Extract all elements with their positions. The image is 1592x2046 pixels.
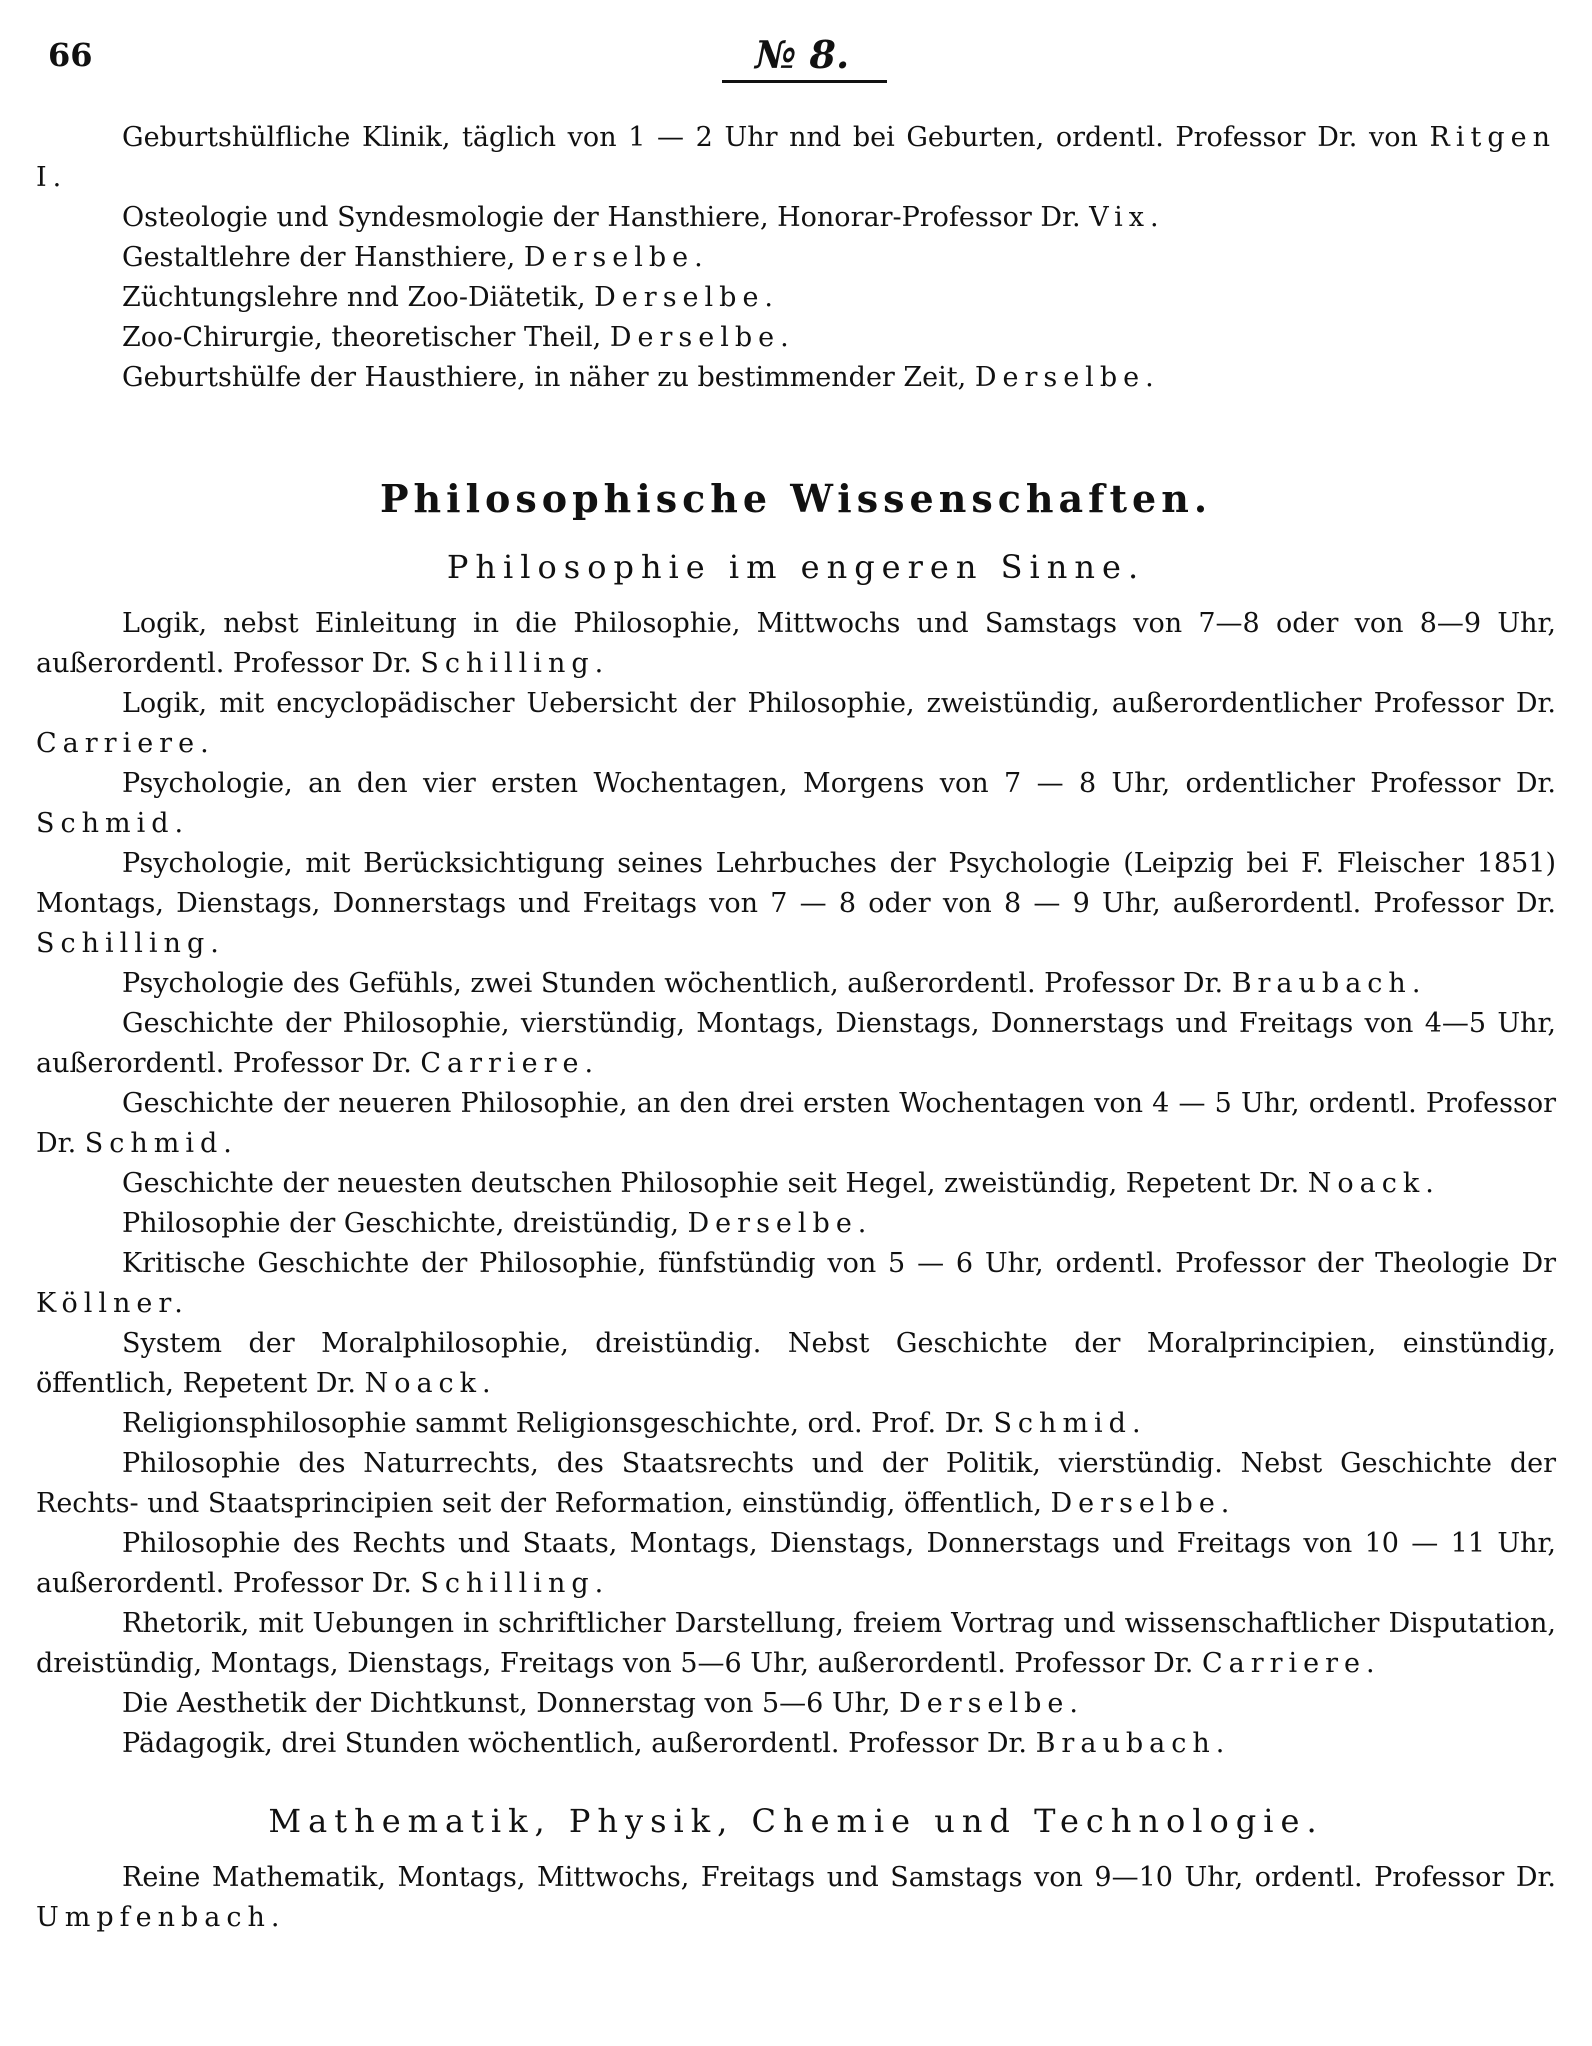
lecturer-name: Schmid. [36,808,190,839]
lecturer-name: Braubach. [1231,968,1427,999]
lecture-entry [36,358,1556,398]
page-body [36,118,1556,1938]
lecture-text: Psychologie, an den vier ersten Wochentagen, Morgens von 7 — 8 Uhr, ordentlicher Professor Dr. [122,768,1556,799]
lecture-entry [36,1858,1556,1938]
lecture-text: Philosophie der Geschichte, dreistündig, [122,1208,688,1239]
lecture-text: Osteologie und Syndesmologie der Hansthiere, Honorar-Professor Dr. [122,202,1090,233]
lecture-entry [36,1204,1556,1244]
lecture-text: Religionsphilosophie sammt Religionsgeschichte, ord. Prof. Dr. [122,1408,994,1439]
lecture-text: Geburtshülfe der Hausthiere, in näher zu bestimmender Zeit, [122,362,975,393]
lecture-entry [36,1444,1556,1524]
lecturer-name: Noack. [1307,1168,1440,1199]
lecture-text: Psychologie, mit Berücksichtigung seines Lehrbuches der Psychologie (Leipzig bei F. Fleischer 1851) Montags, Dienstags, Donnerstags und Freitags von 7 — 8 oder von 8 — 9 Uhr, außerordentl. Professor Dr. [36,848,1556,919]
lecturer-name: Vix. [1089,202,1165,233]
page-header [0,28,1592,88]
lecture-text: Gestaltlehre der Hansthiere, [122,242,524,273]
lecture-text: Philosophie des Naturrechts, des Staatsrechts und der Politik, vierstündig. Nebst Geschichte der Rechts- und Staatsprincipien seit der Reformation, einstündig, öffentlich, [36,1448,1556,1519]
issue-underline [722,80,887,83]
lecturer-name: Braubach. [1035,1728,1231,1759]
lecture-entry [36,1604,1556,1684]
lecturer-name: Derselbe. [594,282,780,313]
lecture-text: System der Moralphilosophie, dreistündig. Nebst Geschichte der Moralprincipien, einstündig, öffentlich, Repetent Dr. [36,1328,1556,1399]
lecturer-name: Schilling. [420,1568,610,1599]
lecture-text: Pädagogik, drei Stunden wöchentlich, außerordentl. Professor Dr. [122,1728,1036,1759]
lecture-text: Geschichte der neuesten deutschen Philosophie seit Hegel, zweistündig, Repetent Dr. [122,1168,1308,1199]
lecture-text: Reine Mathematik, Montags, Mittwochs, Freitags und Samstags von 9—10 Uhr, ordentl. Professor Dr. [122,1862,1556,1893]
lecture-entry [36,198,1556,238]
lecturer-name: Carriere. [36,728,215,759]
lecture-entry [36,844,1556,964]
lecture-text: Philosophie des Rechts und Staats, Montags, Dienstags, Donnerstags und Freitags von 10 — 11 Uhr, außerordentl. Professor Dr. [36,1528,1556,1599]
lecturer-name: Derselbe. [523,242,709,273]
lecturer-name: Derselbe. [899,1688,1084,1719]
lecture-text: Kritische Geschichte der Philosophie, fünfstündig von 5 — 6 Uhr, ordentl. Professor der Theologie Dr [122,1248,1556,1279]
lecture-entry [36,1404,1556,1444]
lecture-text: Züchtungslehre nnd Zoo-Diätetik, [122,282,595,313]
lecture-entry [36,604,1556,684]
lecturer-name: Derselbe. [687,1208,873,1239]
lecture-text: Logik, nebst Einleitung in die Philosophie, Mittwochs und Samstags von 7—8 oder von 8—9 Uhr, außerordentl. Professor Dr. [36,608,1556,679]
lecture-entry [36,684,1556,764]
subsection-title-mathematics: Mathematik, Physik, Chemie und Technologie. [268,1802,1324,1840]
lecture-entry [36,238,1556,278]
lecture-text: Geburtshülfliche Klinik, täglich von 1 — 2 Uhr nnd bei Geburten, ordentl. Professor Dr. von [122,122,1430,153]
lecturer-name: Schilling. [36,928,225,959]
lecture-text: Die Aesthetik der Dichtkunst, Donnerstag von 5—6 Uhr, [122,1688,900,1719]
lecture-entry [36,964,1556,1004]
lecture-entry [36,1164,1556,1204]
section-title: Philosophische Wissenschaften. [379,476,1213,521]
lecture-text: Geschichte der Philosophie, vierstündig, Montags, Dienstags, Donnerstags und Freitags von 4—5 Uhr, außerordentl. Professor Dr. [36,1008,1556,1079]
lecture-entry [36,278,1556,318]
lecture-text: Geschichte der neueren Philosophie, an den drei ersten Wochentagen von 4 — 5 Uhr, ordentl. Professor Dr. [36,1088,1556,1159]
page-number: 66 [48,36,93,74]
lecture-entry [36,318,1556,358]
issue-number: № 8. [755,32,850,77]
lecture-text: Logik, mit encyclopädischer Uebersicht der Philosophie, zweistündig, außerordentlicher Professor Dr. [122,688,1556,719]
entries-philosophy [36,604,1556,1764]
lecture-entry [36,1244,1556,1324]
lecturer-name: Derselbe. [974,362,1160,393]
lecture-entry [36,1084,1556,1164]
lecture-entry [36,1524,1556,1604]
lecture-entry [36,118,1556,198]
lecturer-name: Schmid. [84,1128,238,1159]
lecturer-name: Derselbe. [1050,1488,1236,1519]
lecturer-name: Carriere. [1201,1648,1381,1679]
subsection-title-philosophy: Philosophie im engeren Sinne. [446,548,1146,586]
lecture-text: Zoo-Chirurgie, theoretischer Theil, [122,322,610,353]
lecture-entry [36,1324,1556,1404]
lecturer-name: Umpfenbach. [36,1902,286,1933]
lecture-text: Rhetorik, mit Uebungen in schriftlicher Darstellung, freiem Vortrag und wissenschaftlicher Disputation, dreistündig, Montags, Dienstags, Freitags von 5—6 Uhr, außerordentl. Professor Dr. [36,1608,1556,1679]
entries-top [36,118,1556,398]
lecturer-name: Ritgen I. [36,122,1556,193]
lecturer-name: Derselbe. [609,322,795,353]
lecture-entry [36,764,1556,844]
entries-mathematics [36,1858,1556,1938]
lecture-entry [36,1724,1556,1764]
lecturer-name: Schmid. [993,1408,1147,1439]
lecturer-name: Köllner. [36,1288,189,1319]
lecturer-name: Carriere. [420,1048,600,1079]
lecture-entry [36,1004,1556,1084]
lecturer-name: Schilling. [420,648,610,679]
lecture-text: Psychologie des Gefühls, zwei Stunden wöchentlich, außerordentl. Professor Dr. [122,968,1232,999]
lecturer-name: Noack. [364,1368,497,1399]
lecture-entry [36,1684,1556,1724]
